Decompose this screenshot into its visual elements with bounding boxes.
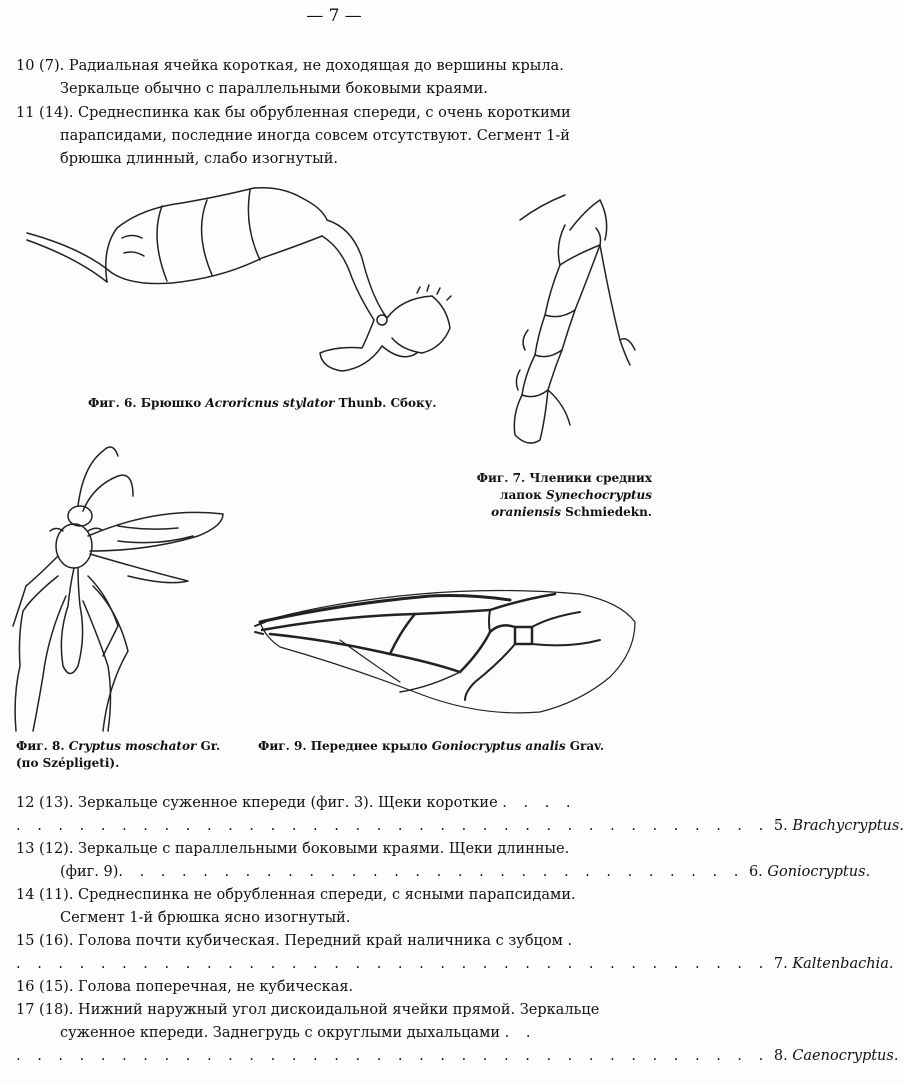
entry-line: Зеркальце обычно с параллельными боковыми краями. [60,81,488,97]
key-entry-10 [16,55,656,101]
species-name: Goniocryptus analis [431,739,566,753]
figure-7-caption [448,470,652,521]
entry-line: 14 (11). Среднеспинка не обрубленная спереди, с ясными парапсидами. [16,887,576,903]
caption-line: (по Szépligeti). [16,756,120,770]
entry-line [16,861,871,884]
species-name: Synechocryptus [545,488,652,502]
key-entry-11 [16,102,656,171]
author-name: Thunb. Сбоку. [338,396,437,410]
entry-text: 12 (13). Зеркальце суженное кпереди (фиг. 3). Щеки короткие [16,795,498,811]
genus-name: Goniocryptus. [767,864,871,880]
figure-8-caption [16,738,220,772]
caption-text: Переднее крыло [310,739,428,753]
entry-line: парапсидами, последние иногда совсем отсутствуют. Сегмент 1-й [60,128,570,144]
figure-9-forewing-drawing [250,582,640,720]
figure-6-caption [88,395,437,412]
key-entry-15 [16,930,894,976]
entry-line: 13 (12). Зеркальце с параллельными боковыми краями. Щеки длинные. [16,841,570,857]
genus-name: Brachycryptus. [792,818,904,834]
entry-line [16,1045,899,1068]
leader-dots: . . . . . . . . . . . . . . . . . . . . . . . . . . . . . . . . . . . . [16,956,770,972]
caption-line [448,487,652,504]
key-entry-17 [16,999,899,1068]
caption-line [16,738,220,755]
genus-number: 6. [748,864,763,880]
figure-9-caption [258,738,604,755]
figure-label: Фиг. 6. [88,396,137,410]
author-name: Grav. [569,739,605,753]
leader-dots: . . . . [502,795,577,811]
leader-dots: . . [504,1025,537,1041]
figure-6-abdomen-drawing [22,178,472,393]
caption-text: лапок [500,488,542,502]
entry-line: 11 (14). Среднеспинка как бы обрубленная спереди, с очень короткими [16,105,571,121]
key-entry-14 [16,884,656,930]
leader-dots: . . . . . . . . . . . . . . . . . . . . . . . . . . . . . . [118,864,745,880]
caption-text: Брюшко [140,396,202,410]
caption-line [448,504,652,521]
genus-name: Kaltenbachia. [792,956,894,972]
figure-label: Фиг. 9. [258,739,307,753]
key-entry-16 [16,976,656,999]
genus-number: 8. [773,1048,788,1064]
genus-name: Caenocryptus. [792,1048,899,1064]
entry-line: Сегмент 1-й брюшка ясно изогнутый. [60,910,351,926]
entry-line [16,792,656,815]
author-name: Gr. [200,739,221,753]
entry-line [16,953,894,976]
entry-line [16,815,904,838]
key-entry-13 [16,838,871,884]
entry-line [16,1022,656,1045]
genus-number: 5. [773,818,788,834]
entry-text: (фиг. 9) [60,864,119,880]
leader-dots: . . . . . . . . . . . . . . . . . . . . . . . . . . . . . . . . . . . . [16,818,770,834]
author-name: Schmiedekn. [565,505,652,519]
entry-line: 15 (16). Голова почти кубическая. Передний край наличника с зубцом . [16,933,573,949]
entry-line: 17 (18). Нижний наружный угол дискоидальной ячейки прямой. Зеркальце [16,1002,600,1018]
entry-line: 10 (7). Радиальная ячейка короткая, не доходящая до вершины крыла. [16,58,564,74]
page-number: — 7 — [306,6,362,26]
species-name: Acroricnus stylator [205,396,335,410]
key-entry-12 [16,792,904,838]
figure-8-wasp-drawing [8,436,238,736]
figure-label: Фиг. 8. [16,739,65,753]
entry-text: суженное кпереди. Заднегрудь с округлыми дыхальцами [60,1025,501,1041]
species-name: Cryptus moschator [68,739,197,753]
entry-line: 16 (15). Голова поперечная, не кубическая. [16,979,354,995]
caption-line: Фиг. 7. Членики средних [476,471,652,485]
genus-number: 7. [773,956,788,972]
figure-7-tarsus-drawing [490,190,660,460]
leader-dots: . . . . . . . . . . . . . . . . . . . . . . . . . . . . . . . . . . . . [16,1048,770,1064]
entry-line: брюшка длинный, слабо изогнутый. [60,151,338,167]
species-name: oraniensis [491,505,561,519]
